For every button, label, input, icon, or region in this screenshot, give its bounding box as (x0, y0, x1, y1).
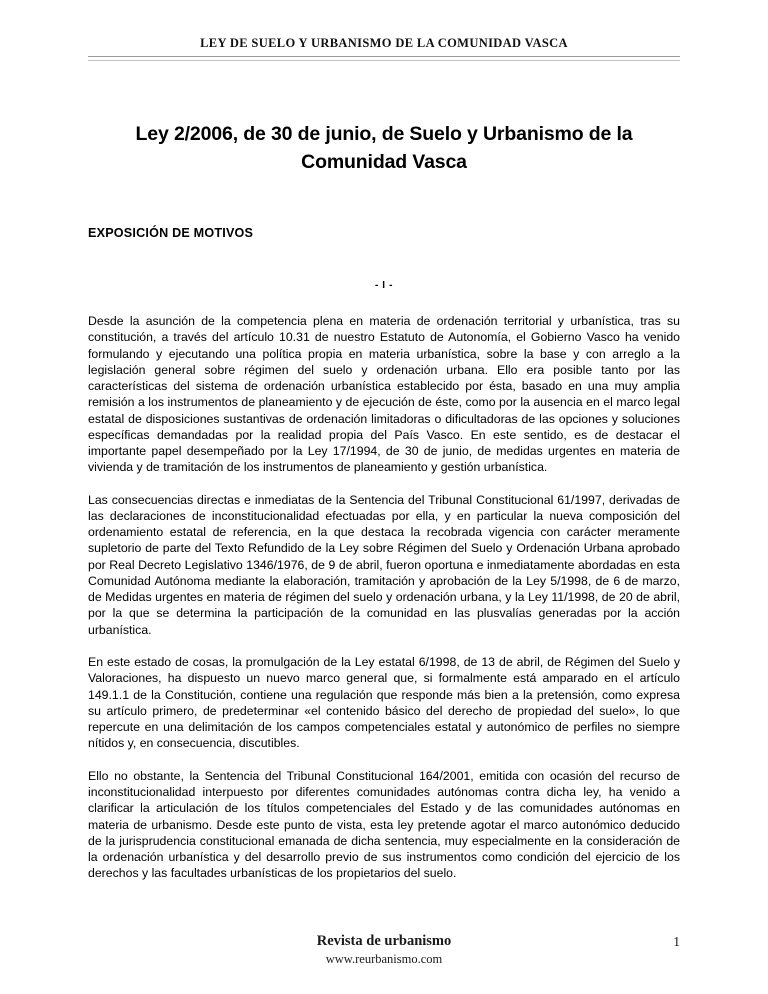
footer-page-number: 1 (673, 934, 680, 949)
page-title-line-2: Comunidad Vasca (301, 150, 467, 173)
document-body (88, 226, 680, 882)
header-divider (88, 56, 680, 61)
section-heading-exposicion-de-motivos: EXPOSICIÓN DE MOTIVOS (88, 226, 254, 240)
page-footer (88, 932, 680, 967)
body-paragraph: Ello no obstante, la Sentencia del Tribunal Constitucional 164/2001, emitida con ocasión del recurso de inconstitucionalidad interpuesto por diferentes comunidades autónomas contra dicha ley, ha venido a clarificar la articulación de los títulos competenciales del Estado y de las comunidades autónomas en materia de urbanismo. Desde este punto de vista, esta ley pretende agotar el marco autonómico deducido de la jurisprudencia constitucional emanada de dicha sentencia, muy especialmente en la consideración de la ordenación urbanística y del desarrollo previo de sus instrumentos como condición del ejercicio de los derechos y las facultades urbanísticas de los propietarios del suelo. (88, 768, 680, 881)
page-title (104, 121, 664, 176)
section-marker-one: - I - (375, 280, 393, 291)
body-paragraph: Desde la asunción de la competencia plena en materia de ordenación territorial y urbanística, tras su constitución, a través del artículo 10.31 de nuestro Estatuto de Autonomía, el Gobierno Vasco ha venido formulando y ejecutando una política propia en materia urbanística, sobre la base y con arreglo a la legislación general sobre régimen del suelo y ordenación urbana. Ello era posible tanto por las características del sistema de ordenación urbanística establecido por ésta, basado en una muy amplia remisión a los instrumentos de planeamiento y de ejecución de éste, como por la ausencia en el marco legal estatal de disposiciones sustantivas de ordenación limitadoras o dificultadoras de las opciones y soluciones específicas demandadas por la realidad propia del País Vasco. En este sentido, es de destacar el importante papel desempeñado por la Ley 17/1994, de 30 de junio, de medidas urgentes en materia de vivienda y de tramitación de los instrumentos de planeamiento y gestión urbanística. (88, 314, 680, 475)
footer-inner (88, 932, 680, 967)
footer-journal-name: Revista de urbanismo (316, 933, 452, 949)
body-paragraph: En este estado de cosas, la promulgación de la Ley estatal 6/1998, de 13 de abril, de Régimen del Suelo y Valoraciones, ha dispuesto un nuevo marco general que, si formalmente está amparado en el artículo 149.1.1 de la Constitución, contiene una regulación que responde más bien a la pretensión, como expresa su artículo primero, de predeterminar «el contenido básico del derecho de propiedad del suelo», lo que repercute en una delimitación de los campos competenciales estatal y autonómico de perfiles no siempre nítidos y, en consecuencia, discutibles. (88, 655, 680, 751)
footer-website-url: www.reurbanismo.com (325, 952, 443, 967)
page-title-line-1: Ley 2/2006, de 30 de junio, de Suelo y Urbanismo de la (135, 123, 633, 146)
running-header (88, 36, 680, 61)
running-header-title: LEY DE SUELO Y URBANISMO DE LA COMUNIDAD VASCA (200, 36, 568, 50)
body-paragraph: Las consecuencias directas e inmediatas de la Sentencia del Tribunal Constitucional 61/1997, derivadas de las declaraciones de inconstitucionalidad efectuadas por ella, y en particular la nueva composición del ordenamiento estatal de referencia, en la que destaca la recobrada vigencia con carácter meramente supletorio de parte del Texto Refundido de la Ley sobre Régimen del Suelo y Ordenación Urbana aprobado por Real Decreto Legislativo 1346/1976, de 9 de abril, fueron oportuna e inmediatamente abordadas en esta Comunidad Autónoma mediante la elaboración, tramitación y aprobación de la Ley 5/1998, de 6 de marzo, de Medidas urgentes en materia de régimen del suelo y ordenación urbana, y la Ley 11/1998, de 20 de abril, por la que se determina la participación de la comunidad en las plusvalías generadas por la acción urbanística. (88, 492, 680, 637)
